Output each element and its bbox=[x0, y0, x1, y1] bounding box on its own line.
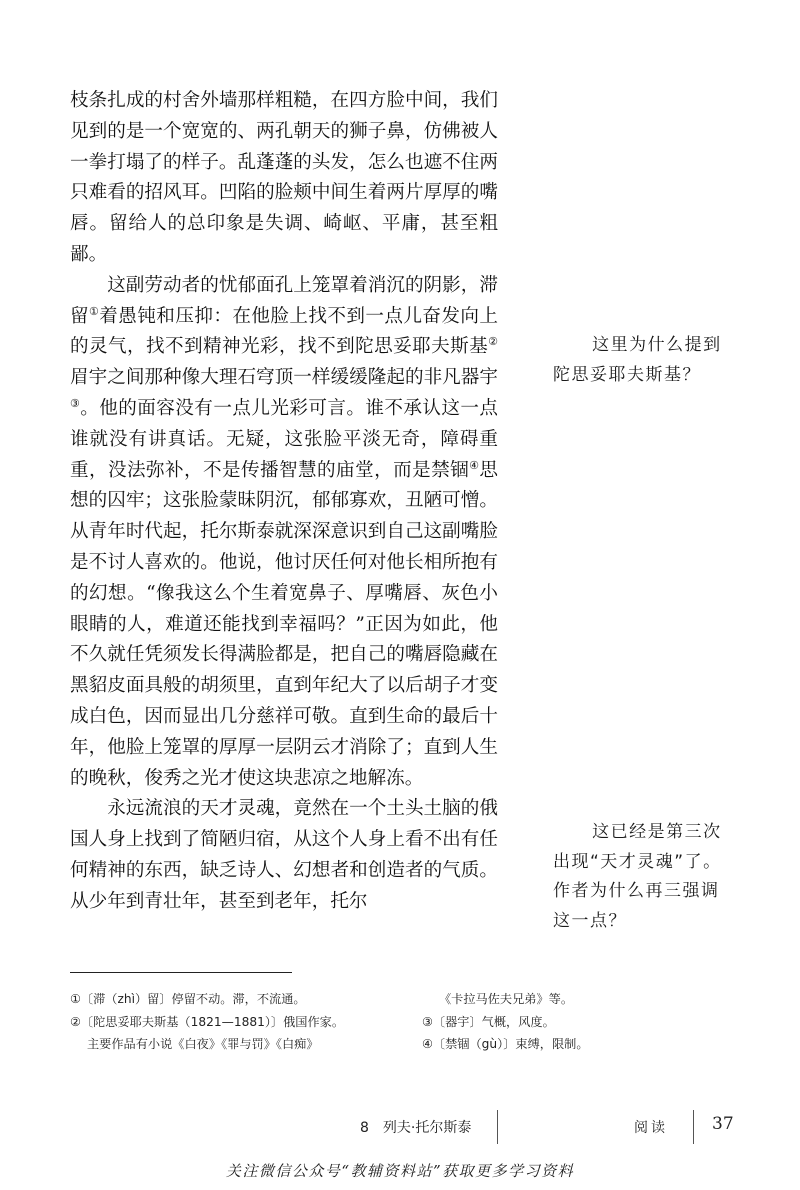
paragraph-1: 枝条扎成的村舍外墙那样粗糙，在四方脸中间，我们见到的是一个宽宽的、两孔朝天的狮子鼻，仿佛被人一拳打塌了的样子。乱蓬蓬的头发，怎么也遮不住两只难看的招风耳。凹陷的脸颊中间生着两片厚厚的嘴唇。留给人的总印象是失调、崎岖、平庸，甚至粗鄙。 bbox=[70, 90, 498, 265]
margin-note-1-text: 这里为什么提到陀思妥耶夫斯基？ bbox=[553, 335, 722, 385]
paragraph-2-part-a: 这副劳动者的忧郁面孔上笼罩着消沉的阴影，滞留 bbox=[70, 274, 498, 327]
footnotes-right-column bbox=[422, 988, 589, 1056]
footnote-ref-3[interactable]: ③ bbox=[70, 396, 81, 410]
paragraph-2-part-b: 着愚钝和压抑：在他脸上找不到一点儿奋发向上的灵气，找不到精神光彩，找不到陀思妥耶夫斯基 bbox=[70, 305, 498, 358]
paragraph-2-part-e: 思想的囚牢；这张脸蒙昧阴沉，郁郁寡欢，丑陋可憎。从青年时代起，托尔斯泰就深深意识到自己这副嘴脸是不讨人喜欢的。他说，他讨厌任何对他长相所抱有的幻想。“像我这么个生着宽鼻子、厚嘴唇、灰色小眼睛的人，难道还能找到幸福吗？”正因为如此，他不久就任凭须发长得满脸都是，把自己的嘴唇隐藏在黑貂皮面具般的胡须里，直到年纪大了以后胡子才变成白色，因而显出几分慈祥可敬。直到生命的最后十年，他脸上笼罩的厚厚一层阴云才消除了；直到人生的晚秋，俊秀之光才使这块悲凉之地解冻。 bbox=[70, 459, 498, 789]
margin-note-1 bbox=[553, 331, 731, 390]
footnote-2: ②〔陀思妥耶夫斯基（1821—1881）〕俄国作家。 bbox=[70, 1014, 345, 1029]
margin-note-2-text: 这已经是第三次出现“天才灵魂”了。作者为什么再三强调这一点？ bbox=[553, 822, 722, 931]
footnote-divider bbox=[70, 972, 292, 973]
footnote-4: ④〔禁锢（gù）〕束缚，限制。 bbox=[422, 1037, 589, 1051]
margin-note-2 bbox=[553, 818, 731, 936]
footer-separator bbox=[497, 1110, 498, 1144]
paragraph-2 bbox=[70, 271, 498, 795]
paragraph-3: 永远流浪的天才灵魂，竟然在一个土头土脑的俄国人身上找到了简陋归宿，从这个人身上看不出有任何精神的东西，缺乏诗人、幻想者和创造者的气质。从少年到青壮年，甚至到老年，托尔 bbox=[70, 798, 498, 912]
page-number: 37 bbox=[712, 1114, 734, 1134]
footnote-ref-2[interactable]: ② bbox=[488, 335, 498, 349]
paragraph-2-part-c: 眉宇之间那种像大理石穹顶一样缓缓隆起的非凡器宇 bbox=[70, 367, 498, 389]
footnote-3: ③〔器宇〕气概，风度。 bbox=[422, 1014, 555, 1029]
footnote-ref-4[interactable]: ④ bbox=[469, 458, 480, 472]
footnotes-left-column bbox=[70, 988, 344, 1056]
section-label: 阅读 bbox=[634, 1120, 668, 1136]
main-text bbox=[70, 86, 498, 918]
watermark-text: 关注微信公众号“教辅资料站”获取更多学习资料 bbox=[225, 1162, 575, 1180]
footnote-2-continued: 主要作品有小说《白夜》《罪与罚》《白痴》 bbox=[87, 1037, 319, 1051]
footer-separator bbox=[693, 1110, 694, 1144]
paragraph-2-part-d: 。他的面容没有一点儿光彩可言。谁不承认这一点谁就没有讲真话。无疑，这张脸平淡无奇，障碍重重，没法弥补，不是传播智慧的庙堂，而是禁锢 bbox=[70, 397, 498, 481]
footnote-ref-1[interactable]: ① bbox=[89, 304, 100, 318]
chapter-title: 8 列夫·托尔斯泰 bbox=[360, 1120, 472, 1136]
footnote-2-continued-2: 《卡拉马佐夫兄弟》等。 bbox=[439, 992, 574, 1006]
footnote-1: ①〔滞（zhì）留〕停留不动。滞，不流通。 bbox=[70, 992, 306, 1006]
